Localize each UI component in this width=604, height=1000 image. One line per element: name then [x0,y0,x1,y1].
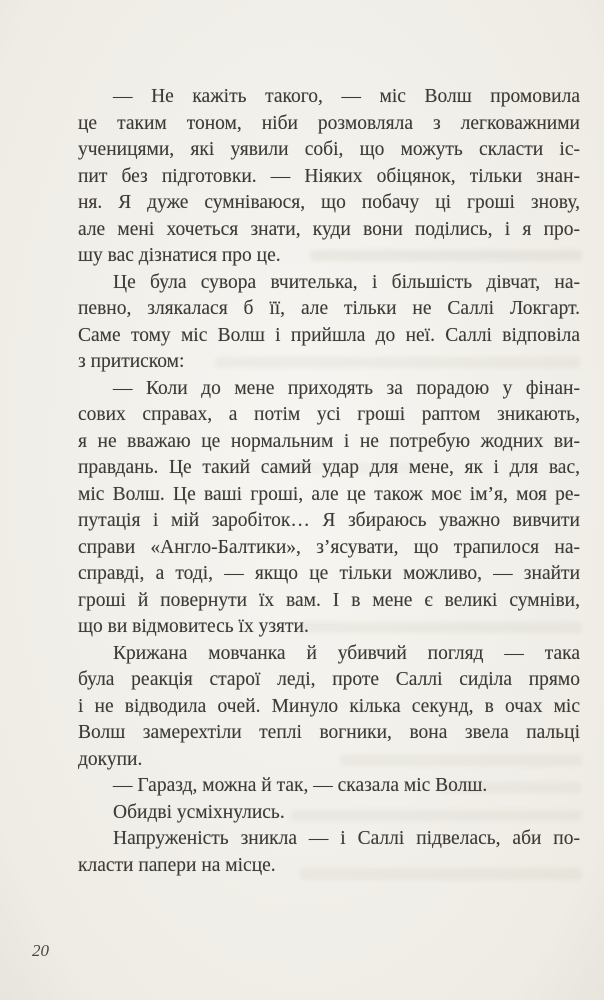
text-line: що ви відмовитесь їх узяти. [78,616,309,637]
text-line: — Гаразд, можна й так, — сказала міс Волш. [113,775,488,796]
text-line: докупи. [78,748,143,770]
paragraph [78,270,580,376]
text-line: — Коли до мене приходять за порадою у фінан- [113,377,580,399]
text-line: була реакція старої леді, проте Саллі сиділа прямо [78,669,580,690]
paragraph [78,773,580,800]
paragraph [78,800,580,827]
text-line: гроші й повернути їх вам. І в мене є великі сумніви, [78,589,580,611]
text-line: ученицями, які уявили собі, що можуть скласти іс- [78,139,580,160]
text-line: пит без підготовки. — Ніяких обіцянок, тільки знан- [78,165,580,187]
text-line: путація і мій заробіток… Я збираюсь уважно вивчити [78,510,580,531]
paragraph [78,84,580,270]
text-line: — Не кажіть такого, — міс Волш промовила [113,86,580,107]
paragraph [78,376,580,641]
text-line: але мені хочеться знати, куди вони поділись, і я про- [78,218,580,240]
text-line: і не відводила очей. Минуло кілька секунд, в очах міс [78,695,580,717]
text-line: шу вас дізнатися про це. [78,245,281,266]
text-line: справи «Англо-Балтики», з’ясувати, що трапилося на- [78,536,580,558]
body-text [78,84,580,879]
paragraph [78,641,580,774]
text-line: це таким тоном, ніби розмовляла з легковажними [78,112,580,134]
text-line: ня. Я дуже сумніваюся, що побачу ці гроші знову, [78,192,580,213]
paragraph [78,826,580,879]
text-line: з притиском: [78,351,185,372]
text-line: міс Волш. Це ваші гроші, але це також моє ім’я, моя ре- [78,483,580,505]
text-line: певно, злякалася б її, але тільки не Саллі Локгарт. [78,298,580,319]
text-line: сових справах, а потім усі гроші раптом зникають, [78,404,580,425]
text-line: Обидві усміхнулись. [113,801,285,823]
text-line: правдань. Це такий самий удар для мене, як і для вас, [78,457,580,478]
text-line: справді, а тоді, — якщо це тільки можливо, — знайти [78,563,580,584]
text-line: класти папери на місце. [78,854,276,876]
text-line: Волш замерехтіли теплі вогники, вона звела пальці [78,722,580,743]
text-line: я не вважаю це нормальним і не потребую жодних ви- [78,430,580,452]
text-line: Це була сувора вчителька, і більшість дівчат, на- [113,271,580,293]
text-line: Напруженість зникла — і Саллі підвелась, аби по- [113,828,580,849]
text-line: Крижана мовчанка й убивчий погляд — така [113,642,580,664]
text-line: Саме тому міс Волш і прийшла до неї. Саллі відповіла [78,324,580,346]
page-number: 20 [32,941,49,960]
